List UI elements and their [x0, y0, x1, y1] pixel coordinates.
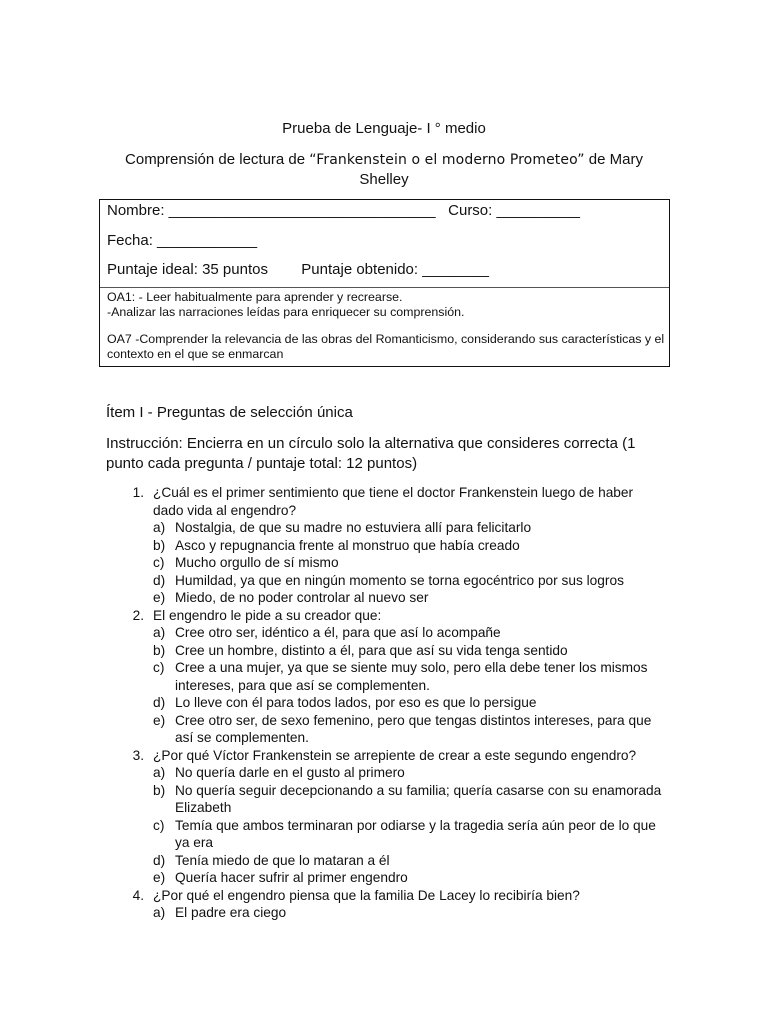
learning-objectives — [107, 290, 667, 362]
answer-option-d[interactable] — [153, 694, 663, 712]
option-text: Miedo, de no poder controlar al nuevo ser — [175, 590, 429, 605]
question-number: 2. — [132, 607, 144, 623]
answer-option-b[interactable] — [153, 782, 663, 817]
answer-option-d[interactable] — [153, 852, 663, 870]
option-letter: b) — [153, 537, 166, 553]
question-text: ¿Por qué el engendro piensa que la familia De Lacey lo recibiría bien? — [153, 887, 580, 903]
option-text: Mucho orgullo de sí mismo — [175, 555, 339, 570]
answer-options — [124, 764, 664, 887]
option-letter: e) — [153, 712, 166, 728]
option-letter: b) — [153, 642, 166, 658]
question-number: 4. — [132, 887, 144, 903]
question-2 — [124, 607, 664, 747]
answer-option-a[interactable] — [153, 904, 663, 922]
option-letter: d) — [153, 852, 166, 868]
option-letter: a) — [153, 625, 166, 640]
option-text: Cree otro ser, de sexo femenino, pero que tengas distintos intereses, para que así se complementen. — [175, 712, 652, 745]
name-course-line: Nombre: ________________________________ Curso: __________ — [107, 202, 580, 219]
section-heading: Ítem I - Preguntas de selección única — [106, 404, 353, 421]
option-text: No quería darle en el gusto al primero — [175, 765, 405, 780]
answer-option-b[interactable] — [153, 537, 663, 555]
question-text: ¿Por qué Víctor Frankenstein se arrepiente de crear a este segundo engendro? — [153, 747, 637, 763]
question-list — [0, 484, 768, 922]
answer-options — [124, 519, 664, 607]
option-text: Nostalgia, de que su madre no estuviera allí para felicitarlo — [175, 520, 532, 535]
objective-oa7: OA7 -Comprender la relevancia de las obras del Romanticismo, considerando sus características y el contexto en el que se enmarcan — [107, 332, 665, 361]
option-text: Asco y repugnancia frente al monstruo que había creado — [175, 537, 520, 553]
option-letter: c) — [153, 555, 165, 570]
option-text: Cree a una mujer, ya que se siente muy solo, pero ella debe tener los mismos intereses, para que así se complementen. — [175, 660, 648, 693]
option-text: Temía que ambos terminaran por odiarse y la tragedia sería aún peor de lo que ya era — [175, 817, 656, 850]
student-info-box — [99, 199, 670, 367]
question-text: ¿Cuál es el primer sentimiento que tiene el doctor Frankenstein luego de haber dado vida al engendro? — [153, 485, 634, 518]
answer-option-e[interactable] — [153, 869, 663, 887]
option-letter: a) — [153, 520, 166, 535]
answer-option-e[interactable] — [153, 712, 663, 747]
option-text: Quería hacer sufrir al primer engendro — [175, 870, 408, 885]
option-letter: e) — [153, 870, 166, 885]
option-text: Lo lleve con él para todos lados, por eso es que lo persigue — [175, 695, 537, 710]
option-text: No quería seguir decepcionando a su familia; quería casarse con su enamorada Elizabeth — [175, 782, 662, 815]
objective-oa1: OA1: - Leer habitualmente para aprender y recrearse. — [107, 290, 403, 304]
subtitle-prefix: Comprensión de lectura de — [125, 151, 310, 168]
option-letter: d) — [153, 695, 166, 710]
option-letter: d) — [153, 572, 166, 588]
answer-option-a[interactable] — [153, 624, 663, 642]
work-title: “Frankenstein o el moderno Prometeo” — [309, 152, 585, 168]
objective-oa1-detail: -Analizar las narraciones leídas para enriquecer su comprensión. — [107, 305, 465, 319]
score-line: Puntaje ideal: 35 puntos Puntaje obtenido: ________ — [107, 261, 489, 278]
question-4 — [124, 887, 664, 922]
option-letter: c) — [153, 660, 165, 675]
answer-option-a[interactable] — [153, 764, 663, 782]
question-number: 3. — [132, 747, 144, 763]
box-divider — [100, 287, 669, 288]
option-letter: c) — [153, 817, 165, 833]
option-letter: a) — [153, 905, 166, 920]
option-text: Tenía miedo de que lo mataran a él — [175, 852, 390, 868]
answer-option-c[interactable] — [153, 659, 663, 694]
answer-option-c[interactable] — [153, 554, 663, 572]
question-3 — [124, 747, 664, 887]
question-number: 1. — [132, 485, 144, 500]
question-1 — [124, 484, 664, 607]
answer-options — [124, 904, 664, 922]
option-letter: e) — [153, 590, 166, 605]
answer-option-d[interactable] — [153, 572, 663, 590]
option-text: Humildad, ya que en ningún momento se torna egocéntrico por sus logros — [175, 572, 624, 588]
option-text: El padre era ciego — [175, 905, 287, 920]
option-text: Cree un hombre, distinto a él, para que así su vida tenga sentido — [175, 642, 568, 658]
document-title: Prueba de Lenguaje- I ° medio — [282, 120, 486, 137]
option-letter: a) — [153, 765, 166, 780]
student-fields — [100, 200, 669, 286]
document-subtitle — [125, 150, 643, 190]
question-text: El engendro le pide a su creador que: — [153, 607, 382, 623]
option-letter: b) — [153, 782, 166, 798]
option-text: Cree otro ser, idéntico a él, para que así lo acompañe — [175, 625, 501, 640]
answer-options — [124, 624, 664, 747]
section-instruction: Instrucción: Encierra en un círculo solo la alternativa que consideres correcta (1 punto cada pregunta / puntaje total: 12 puntos) — [106, 435, 636, 472]
subtitle-author: de Mary Shelley — [359, 151, 643, 188]
answer-option-a[interactable] — [153, 519, 663, 537]
answer-option-b[interactable] — [153, 642, 663, 660]
answer-option-c[interactable] — [153, 817, 663, 852]
date-line: Fecha: ____________ — [107, 232, 258, 249]
answer-option-e[interactable] — [153, 589, 663, 607]
